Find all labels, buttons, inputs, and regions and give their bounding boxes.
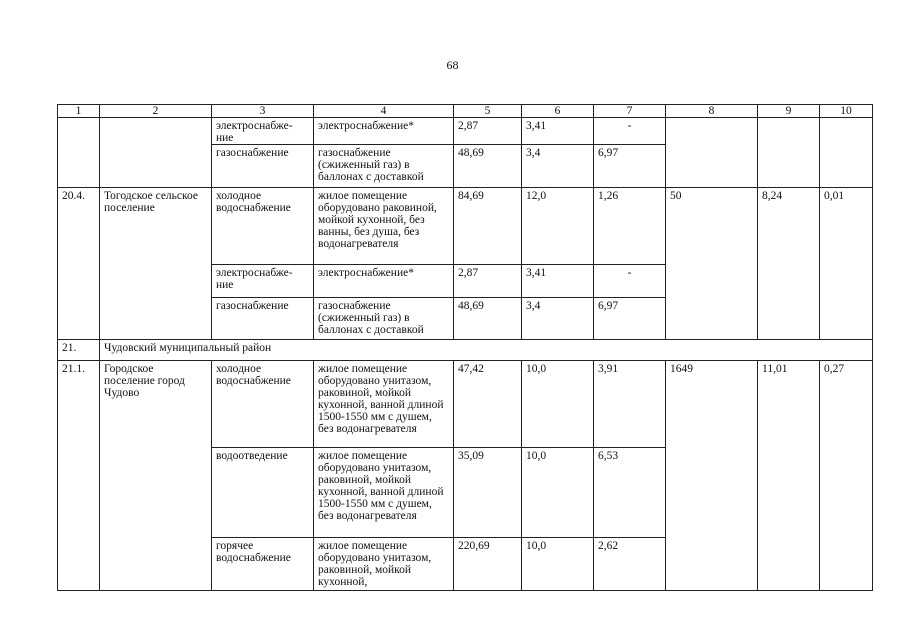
service-cell: газоснабжение <box>212 298 314 340</box>
value-cell: 0,27 <box>820 361 873 591</box>
district-name: Чудовский муниципальный район <box>100 340 873 361</box>
value-cell: 2,87 <box>454 265 522 298</box>
cell-empty <box>100 118 212 188</box>
column-header: 4 <box>314 105 454 118</box>
description-cell: электроснабжение* <box>314 118 454 145</box>
cell-empty <box>820 118 873 188</box>
value-cell: 6,53 <box>594 448 666 538</box>
service-cell: газоснабжение <box>212 145 314 188</box>
service-cell: холодное водоснабжение <box>212 188 314 265</box>
value-cell: 2,62 <box>594 538 666 591</box>
value-cell: 3,91 <box>594 361 666 448</box>
service-cell: горячее водоснабжение <box>212 538 314 591</box>
value-cell: 48,69 <box>454 145 522 188</box>
value-cell: 3,41 <box>522 265 594 298</box>
description-cell: газоснабжение (сжиженный газ) в баллонах с доставкой <box>314 298 454 340</box>
table-row <box>58 118 873 145</box>
value-cell: 0,01 <box>820 188 873 340</box>
header-row <box>58 105 873 118</box>
column-header: 8 <box>666 105 758 118</box>
row-number: 21. <box>58 340 100 361</box>
table-row <box>58 361 873 448</box>
value-cell: 6,97 <box>594 298 666 340</box>
settlement-name: Тогодское сельское поселение <box>100 188 212 340</box>
cell-empty <box>758 118 820 188</box>
description-cell: газоснабжение (сжиженный газ) в баллонах с доставкой <box>314 145 454 188</box>
description-cell: жилое помещение оборудовано унитазом, раковиной, мойкой кухонной, <box>314 538 454 591</box>
row-number: 20.4. <box>58 188 100 340</box>
value-cell: 10,0 <box>522 448 594 538</box>
value-cell: 2,87 <box>454 118 522 145</box>
column-header: 3 <box>212 105 314 118</box>
service-cell: холодное водоснабжение <box>212 361 314 448</box>
district-row <box>58 340 873 361</box>
column-header: 5 <box>454 105 522 118</box>
value-cell: 12,0 <box>522 188 594 265</box>
column-header: 6 <box>522 105 594 118</box>
service-cell: водоотведение <box>212 448 314 538</box>
settlement-name: Городское поселение город Чудово <box>100 361 212 591</box>
tariff-table <box>57 104 873 591</box>
value-cell: 47,42 <box>454 361 522 448</box>
cell-empty <box>666 118 758 188</box>
value-cell: 8,24 <box>758 188 820 340</box>
column-header: 1 <box>58 105 100 118</box>
column-header: 9 <box>758 105 820 118</box>
value-cell: 11,01 <box>758 361 820 591</box>
table-row <box>58 188 873 265</box>
description-cell: электроснабжение* <box>314 265 454 298</box>
column-header: 10 <box>820 105 873 118</box>
value-cell: 3,4 <box>522 145 594 188</box>
column-header: 2 <box>100 105 212 118</box>
value-cell: - <box>594 265 666 298</box>
description-cell: жилое помещение оборудовано унитазом, раковиной, мойкой кухонной, ванной длиной 1500-1550 мм с душем, без водонагревателя <box>314 448 454 538</box>
page-number: 68 <box>446 58 459 72</box>
service-cell: электроснабже-ние <box>212 265 314 298</box>
cell-empty <box>58 118 100 188</box>
value-cell: 10,0 <box>522 538 594 591</box>
row-number: 21.1. <box>58 361 100 591</box>
column-header: 7 <box>594 105 666 118</box>
value-cell: 220,69 <box>454 538 522 591</box>
description-cell: жилое помещение оборудовано раковиной, мойкой кухонной, без ванны, без душа, без водонагревателя <box>314 188 454 265</box>
value-cell: 10,0 <box>522 361 594 448</box>
value-cell: 3,4 <box>522 298 594 340</box>
value-cell: 1,26 <box>594 188 666 265</box>
value-cell: 50 <box>666 188 758 340</box>
value-cell: 1649 <box>666 361 758 591</box>
value-cell: - <box>594 118 666 145</box>
value-cell: 84,69 <box>454 188 522 265</box>
service-cell: электроснабже-ние <box>212 118 314 145</box>
value-cell: 6,97 <box>594 145 666 188</box>
description-cell: жилое помещение оборудовано унитазом, раковиной, мойкой кухонной, ванной длиной 1500-1550 мм с душем, без водонагревателя <box>314 361 454 448</box>
value-cell: 48,69 <box>454 298 522 340</box>
value-cell: 35,09 <box>454 448 522 538</box>
value-cell: 3,41 <box>522 118 594 145</box>
